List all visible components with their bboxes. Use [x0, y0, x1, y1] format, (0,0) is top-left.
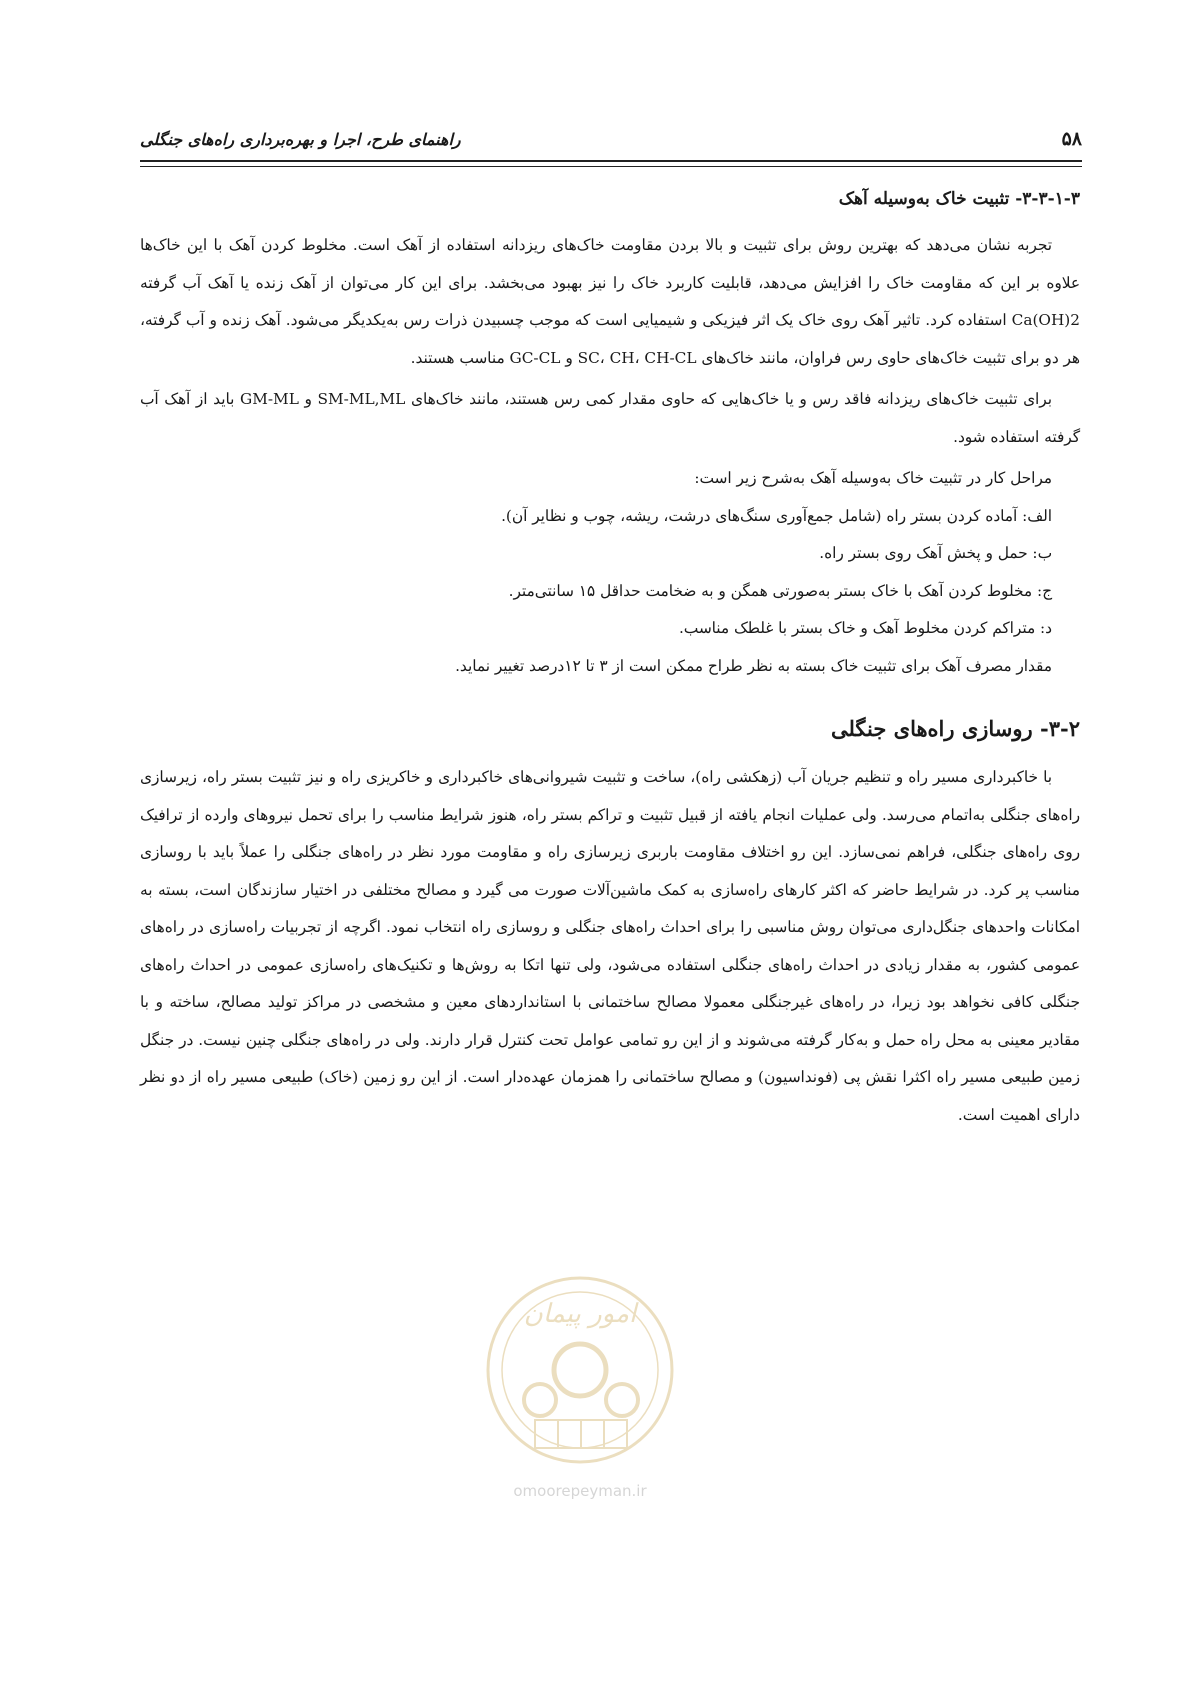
- header-rule-thin: [140, 166, 1082, 167]
- page-body: [140, 185, 1080, 1138]
- page-number: ۵۸: [1061, 128, 1082, 150]
- steps-intro: مراحل کار در تثبیت خاک به‌وسیله آهک به‌شرح زیر است:: [694, 469, 1052, 487]
- paragraph-lime-intro: تجربه نشان می‌دهد که بهترین روش برای تثبیت و بالا بردن مقاومت خاک‌های ریزدانه استفاده از آهک است. مخلوط کردن آهک با این خاک‌ها علاوه بر این که مقاومت خاک را افزایش می‌دهد، قابلیت کاربرد خاک را نیز بهبود می‌بخشد. برای این کار می‌توان از آهک زنده یا آهک آب گرفته Ca(OH)2 استفاده کرد. تاثیر آهک روی خاک یک اثر فیزیکی و شیمیایی است که موجب چسبیدن ذرات رس به‌یکدیگر می‌شود. آهک زنده و آب گرفته، هر دو برای تثبیت خاک‌های حاوی رس فراوان، مانند خاک‌های SC، CH، CH-CL و GC-CL مناسب هستند.: [140, 236, 1080, 367]
- step-a: الف: آماده کردن بستر راه (شامل جمع‌آوری سنگ‌های درشت، ریشه، چوب و نظایر آن).: [501, 506, 1052, 525]
- paragraph-pavement: با خاکبرداری مسیر راه و تنظیم جریان آب (زهکشی راه)، ساخت و تثبیت شیروانی‌های خاکبرداری و خاکریزی راه و نیز تثبیت بستر راه، زیرسازی راه‌های جنگلی به‌اتمام می‌رسد. ولی عملیات انجام یافته از قبیل تثبیت و تراکم بستر راه، هنوز شرایط مناسب را برای تحمل نیروهای وارده از ترافیک روی راه‌های جنگلی، فراهم نمی‌سازد. این رو اختلاف مقاومت باربری زیرسازی راه و مقاومت مورد نظر در راه‌های جنگلی را عملاً باید با روسازی مناسب پر کرد. در شرایط حاضر که اکثر کارهای راه‌سازی به کمک ماشین‌آلات صورت می گیرد و مصالح مختلفی در اختیار سازندگان است، بسته به امکانات واحدهای جنگل‌داری می‌توان روش مناسبی را برای احداث راه‌های جنگلی و روسازی راه انتخاب نمود. اگرچه از تجربیات راه‌سازی در راه‌های عمومی کشور، به مقدار زیادی در احداث راه‌های جنگلی استفاده می‌شود، ولی تنها اتکا به روش‌ها و تکنیک‌های راه‌سازی عمومی در احداث راه‌های جنگلی کافی نخواهد بود زیرا، در راه‌های غیرجنگلی معمولا مصالح ساختمانی با استانداردهای معین و مشخصی در مراکز تولید مصالح، ساخته و با مقادیر معینی به محل راه حمل و به‌کار گرفته می‌شوند و از این رو تمامی عوامل تحت کنترل قرار دارند. ولی در راه‌های جنگلی چنین نیست. در جنگل زمین طبیعی مسیر راه اکثرا نقش پی (فونداسیون) و مصالح ساختمانی را همزمان عهده‌دار است. از این رو زمین (خاک) طبیعی مسیر راه از دو نظر دارای اهمیت است.: [140, 768, 1081, 1124]
- step-c: ج: مخلوط کردن آهک با خاک بستر به‌صورتی همگن و به ضخامت حداقل ۱۵ سانتی‌متر.: [508, 581, 1052, 600]
- step-d: د: متراکم کردن مخلوط آهک و خاک بستر با غلطک مناسب.: [678, 619, 1052, 637]
- section-heading-3-3-1-3: ۳-۳-۱-۳- تثبیت خاک به‌وسیله آهک: [838, 189, 1080, 209]
- paragraph-lime-fine-soils: برای تثبیت خاک‌های ریزدانه فاقد رس و یا خاک‌هایی که حاوی مقدار کمی رس هستند، مانند خاک‌های SM-ML,ML و GM-ML باید از آهک آب گرفته استفاده شود.: [140, 390, 1080, 446]
- section-heading-3-2: ۳-۲- روسازی راه‌های جنگلی: [830, 716, 1080, 741]
- seal-logo-icon: [480, 1250, 680, 1480]
- lime-amount-note: مقدار مصرف آهک برای تثبیت خاک بسته به نظر طراح ممکن است از ۳ تا ۱۲درصد تغییر نماید.: [455, 656, 1052, 675]
- watermark-url: omoorepeyman.ir: [513, 1482, 647, 1500]
- page-header: [140, 118, 1082, 158]
- step-b: ب: حمل و پخش آهک روی بستر راه.: [819, 544, 1052, 562]
- watermark-seal: [480, 1250, 680, 1540]
- header-rule-thick: [140, 160, 1082, 162]
- running-title: راهنمای طرح، اجرا و بهره‌برداری راه‌های جنگلی: [140, 130, 461, 149]
- seal-text: امور پیمان: [523, 1299, 637, 1329]
